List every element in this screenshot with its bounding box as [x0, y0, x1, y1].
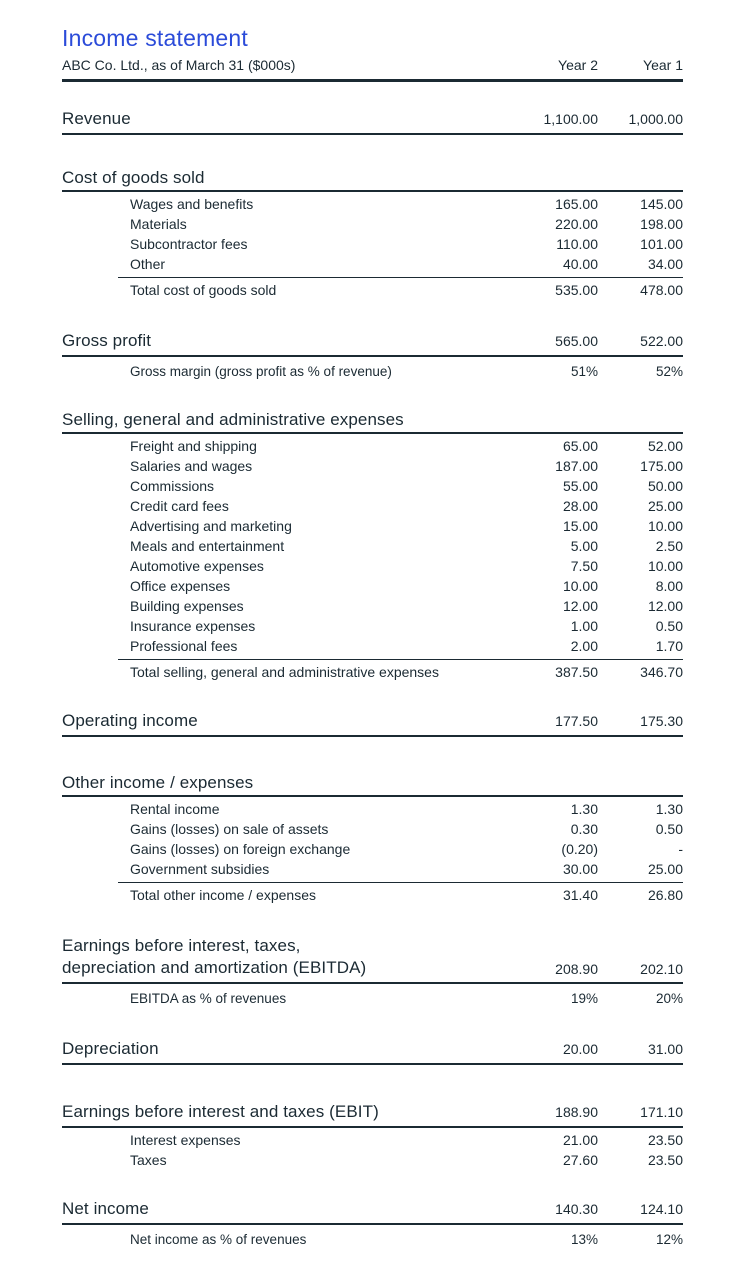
- value-year1: 175.30: [640, 713, 683, 729]
- value-year1: 101.00: [640, 236, 683, 252]
- value-year2: 51%: [570, 364, 598, 379]
- table-row: [62, 436, 683, 456]
- value-year2: 20.00: [562, 1041, 598, 1057]
- sga-detail-rows: [62, 434, 683, 656]
- section-label: Cost of goods sold: [62, 168, 205, 187]
- value-year1: 26.80: [647, 887, 683, 903]
- value-year1: 52.00: [647, 438, 683, 454]
- value-year2: 28.00: [562, 498, 598, 514]
- value-year2: 110.00: [556, 236, 598, 252]
- page-subtitle: ABC Co. Ltd., as of March 31 ($000s): [62, 57, 296, 73]
- table-row: [62, 1130, 683, 1150]
- section-label: Depreciation: [62, 1039, 159, 1058]
- value-year1: 52%: [655, 364, 683, 379]
- value-year2: 7.50: [570, 558, 598, 574]
- table-row: [62, 819, 683, 839]
- other-income-total-row: [62, 883, 683, 905]
- value-year1: 34.00: [647, 256, 683, 272]
- section-other-income-header: [62, 772, 683, 793]
- value-year1: 31.00: [647, 1041, 683, 1057]
- row-label: Other: [130, 256, 166, 272]
- value-year1: 1.70: [655, 638, 683, 654]
- value-year1: 202.10: [640, 961, 683, 977]
- row-label: Rental income: [130, 801, 220, 817]
- table-row: [62, 456, 683, 476]
- column-header-row: [62, 56, 683, 74]
- row-label: Salaries and wages: [130, 458, 253, 474]
- table-row: [62, 859, 683, 879]
- section-sga-header: [62, 409, 683, 430]
- row-label: Materials: [130, 216, 187, 232]
- table-row: [62, 839, 683, 859]
- value-year2: 535.00: [555, 282, 598, 298]
- row-label: Total other income / expenses: [130, 887, 316, 903]
- value-year2: 565.00: [555, 333, 598, 349]
- row-label: Professional fees: [130, 638, 238, 654]
- value-year2: 0.30: [570, 821, 598, 837]
- column-header-year2: Year 2: [558, 57, 598, 73]
- value-year2: (0.20): [561, 841, 598, 857]
- value-year1: 25.00: [647, 498, 683, 514]
- row-label: Net income as % of revenues: [130, 1232, 307, 1247]
- table-row: [62, 496, 683, 516]
- value-year2: 5.00: [570, 538, 598, 554]
- row-label: Meals and entertainment: [130, 538, 285, 554]
- table-row: [62, 616, 683, 636]
- section-label: Earnings before interest and taxes (EBIT): [62, 1102, 379, 1121]
- table-row: [62, 636, 683, 656]
- value-year2: 177.50: [555, 713, 598, 729]
- row-label: Interest expenses: [130, 1132, 241, 1148]
- value-year1: 23.50: [647, 1132, 683, 1148]
- row-label: Gains (losses) on foreign exchange: [130, 841, 351, 857]
- value-year1: 1,000.00: [628, 111, 683, 127]
- section-label-line2: depreciation and amortization (EBITDA): [62, 958, 367, 977]
- row-label: Freight and shipping: [130, 438, 257, 454]
- section-label: Other income / expenses: [62, 773, 254, 792]
- value-year2: 208.90: [555, 961, 598, 977]
- value-year2: 1,100.00: [543, 111, 598, 127]
- value-year1: 20%: [655, 991, 683, 1006]
- section-depreciation: [62, 1038, 683, 1059]
- row-label: EBITDA as % of revenues: [130, 991, 287, 1006]
- cogs-detail-rows: [62, 192, 683, 274]
- value-year2: 65.00: [562, 438, 598, 454]
- section-label: Gross profit: [62, 331, 152, 350]
- value-year1: 12.00: [647, 598, 683, 614]
- value-year2: 40.00: [562, 256, 598, 272]
- row-label: Office expenses: [130, 578, 231, 594]
- value-year1: 25.00: [647, 861, 683, 877]
- row-label: Credit card fees: [130, 498, 229, 514]
- divider: [62, 735, 683, 737]
- value-year2: 188.90: [555, 1104, 598, 1120]
- section-revenue: [62, 108, 683, 129]
- section-label-line1: Earnings before interest, taxes,: [62, 936, 301, 955]
- section-label: Revenue: [62, 109, 131, 128]
- section-cogs-header: [62, 167, 683, 188]
- table-row: [62, 596, 683, 616]
- value-year1: 10.00: [647, 558, 683, 574]
- value-year1: 175.00: [640, 458, 683, 474]
- value-year2: 15.00: [562, 518, 598, 534]
- ebit-detail-rows: [62, 1128, 683, 1170]
- section-label: Selling, general and administrative expenses: [62, 410, 404, 429]
- value-year2: 1.00: [570, 618, 598, 634]
- row-label: Building expenses: [130, 598, 244, 614]
- value-year2: 140.30: [555, 1201, 598, 1217]
- section-label: Operating income: [62, 711, 198, 730]
- row-label: Gains (losses) on sale of assets: [130, 821, 329, 837]
- value-year1: 522.00: [640, 333, 683, 349]
- section-label: [62, 935, 498, 979]
- page-title: Income statement: [62, 25, 249, 51]
- row-label: Gross margin (gross profit as % of revenue): [130, 364, 392, 379]
- section-ebit: [62, 1101, 683, 1122]
- row-label: Automotive expenses: [130, 558, 264, 574]
- row-label: Total selling, general and administrative expenses: [130, 664, 439, 680]
- value-year1: 145.00: [640, 196, 683, 212]
- section-net-income: [62, 1198, 683, 1219]
- value-year1: 50.00: [647, 478, 683, 494]
- value-year2: 19%: [570, 991, 598, 1006]
- value-year1: 0.50: [655, 821, 683, 837]
- row-label: Insurance expenses: [130, 618, 256, 634]
- value-year2: 27.60: [562, 1152, 598, 1168]
- value-year1: 2.50: [655, 538, 683, 554]
- gross-margin-row: [62, 357, 683, 381]
- value-year1: 478.00: [640, 282, 683, 298]
- value-year2: 31.40: [562, 887, 598, 903]
- value-year1: 1.30: [655, 801, 683, 817]
- table-row: [62, 234, 683, 254]
- ebitda-margin-row: [62, 984, 683, 1008]
- value-year1: 124.10: [640, 1201, 683, 1217]
- row-label: Commissions: [130, 478, 215, 494]
- value-year2: 165.00: [555, 196, 598, 212]
- value-year1: 0.50: [655, 618, 683, 634]
- value-year1: 23.50: [647, 1152, 683, 1168]
- table-row: [62, 214, 683, 234]
- value-year2: 2.00: [570, 638, 598, 654]
- value-year1: 12%: [655, 1232, 683, 1247]
- other-income-detail-rows: [62, 797, 683, 879]
- value-year2: 21.00: [562, 1132, 598, 1148]
- row-label: Total cost of goods sold: [130, 282, 277, 298]
- value-year2: 187.00: [555, 458, 598, 474]
- row-label: Wages and benefits: [130, 196, 254, 212]
- value-year1: 8.00: [655, 578, 683, 594]
- value-year2: 13%: [570, 1232, 598, 1247]
- value-year1: 198.00: [640, 216, 683, 232]
- income-statement-page: [0, 24, 745, 1249]
- section-ebitda: [62, 935, 683, 979]
- row-label: Taxes: [130, 1152, 167, 1168]
- net-income-margin-row: [62, 1225, 683, 1249]
- column-header-year1: Year 1: [643, 57, 683, 73]
- table-row: [62, 254, 683, 274]
- value-year2: 10.00: [562, 578, 598, 594]
- table-row: [62, 516, 683, 536]
- sga-total-row: [62, 660, 683, 682]
- table-row: [62, 799, 683, 819]
- value-year2: 30.00: [562, 861, 598, 877]
- row-label: Advertising and marketing: [130, 518, 292, 534]
- table-row: [62, 556, 683, 576]
- table-row: [62, 1150, 683, 1170]
- section-gross-profit: [62, 330, 683, 351]
- table-row: [62, 476, 683, 496]
- section-label: Net income: [62, 1199, 149, 1218]
- value-year2: 387.50: [555, 664, 598, 680]
- value-year1: -: [678, 841, 683, 857]
- value-year2: 220.00: [555, 216, 598, 232]
- table-row: [62, 536, 683, 556]
- section-operating-income: [62, 710, 683, 731]
- row-label: Government subsidies: [130, 861, 270, 877]
- cogs-total-row: [62, 278, 683, 300]
- value-year2: 12.00: [562, 598, 598, 614]
- value-year1: 171.10: [640, 1104, 683, 1120]
- table-row: [62, 576, 683, 596]
- divider: [62, 1063, 683, 1065]
- divider: [62, 133, 683, 135]
- row-label: Subcontractor fees: [130, 236, 248, 252]
- value-year2: 1.30: [570, 801, 598, 817]
- value-year1: 346.70: [640, 664, 683, 680]
- header-divider: [62, 79, 683, 82]
- value-year2: 55.00: [562, 478, 598, 494]
- table-row: [62, 194, 683, 214]
- value-year1: 10.00: [647, 518, 683, 534]
